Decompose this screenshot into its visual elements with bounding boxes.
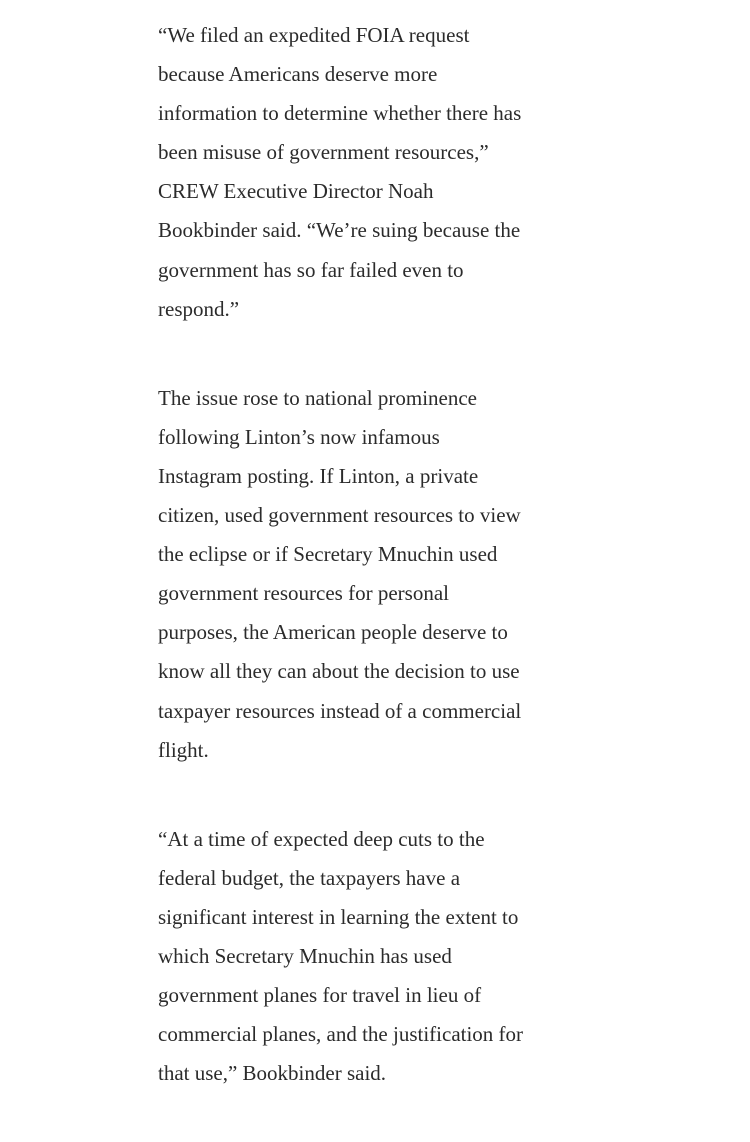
text-line: commercial planes, and the justification for (158, 1022, 524, 1047)
text-line: that use,” Bookbinder said. (158, 1061, 387, 1086)
text-line: “At a time of expected deep cuts to the (158, 826, 485, 851)
text-line: The issue rose to national prominence (158, 385, 477, 410)
text-line: purposes, the American people deserve to (158, 620, 508, 645)
text-line: know all they can about the decision to use (158, 659, 520, 684)
text-line: government has so far failed even to (158, 257, 464, 282)
text-line: following Linton’s now infamous (158, 424, 440, 449)
text-line: respond.” (158, 296, 240, 321)
text-line: information to determine whether there has (158, 101, 522, 126)
article-body (158, 16, 558, 1093)
text-line: federal budget, the taxpayers have a (158, 865, 461, 890)
text-line: government resources for personal (158, 581, 449, 606)
text-line: government planes for travel in lieu of (158, 983, 482, 1008)
text-line: “We filed an expedited FOIA request (158, 23, 470, 47)
text-line: flight. (158, 737, 209, 762)
paragraph-bookbinder-foia-quote (158, 16, 558, 329)
paragraph-budget-cuts-quote (158, 820, 558, 1094)
text-line: been misuse of government resources,” (158, 140, 489, 165)
text-line: taxpayer resources instead of a commercial (158, 698, 522, 723)
text-line: CREW Executive Director Noah (158, 179, 434, 204)
text-line: significant interest in learning the extent to (158, 904, 519, 929)
text-line: which Secretary Mnuchin has used (158, 943, 452, 968)
text-line: Instagram posting. If Linton, a private (158, 463, 479, 488)
text-line: Bookbinder said. “We’re suing because the (158, 218, 521, 243)
text-line: citizen, used government resources to view (158, 503, 521, 528)
text-line: because Americans deserve more (158, 62, 438, 87)
text-line: the eclipse or if Secretary Mnuchin used (158, 542, 498, 567)
paragraph-linton-instagram (158, 379, 558, 770)
